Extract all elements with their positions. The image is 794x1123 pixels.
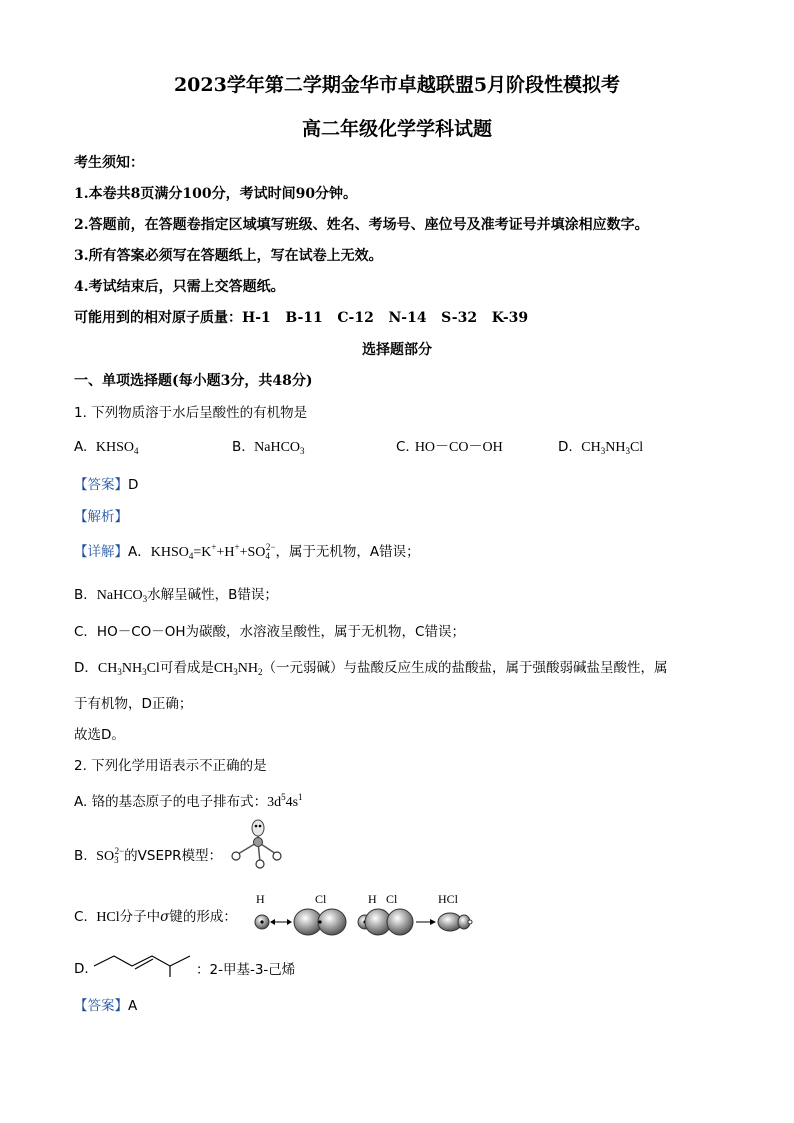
detail-prefix: D． <box>74 660 98 676</box>
notice-item: 1.本卷共8页满分100分，考试时间90分钟。 <box>74 186 358 202</box>
detail-suffix: 水解呈碱性，B错误； <box>147 587 278 603</box>
diagram-label-cl: Cl <box>315 892 327 906</box>
notice-heading: 考生须知： <box>74 155 144 171</box>
q1-detail-b <box>74 583 278 604</box>
sigma-symbol: σ <box>160 909 170 925</box>
q1-detail-d <box>74 656 668 677</box>
q2-stem: 2. 下列化学用语表示不正确的是 <box>74 758 267 774</box>
detail-suffix: ，属于无机物，A错误； <box>275 544 420 560</box>
q1-detail-a <box>74 540 420 561</box>
vsepr-model-image <box>224 818 288 870</box>
q2-option-a <box>74 790 303 811</box>
q1-conclusion: 故选D。 <box>74 727 125 743</box>
detail-prefix: B． <box>74 587 97 603</box>
equation-khso4: $KHSO_4=K^++H^++SO_4^{2-}$ <box>150 542 276 561</box>
notice-item: 2.答题前，在答题卷指定区域填写班级、姓名、考场号、座位号及准考证号并填涂相应数字。 <box>74 217 649 233</box>
formula-carbonic: HO－CO－OH <box>414 440 503 455</box>
electron-config: $3d^54s^1$ <box>267 792 303 810</box>
formula-ch3nh3cl: $CH_3NH_3Cl$ <box>97 661 160 677</box>
part-title: 选择题部分 <box>362 342 432 358</box>
q1-option-a <box>74 436 139 456</box>
q2-option-d-name: ：2-甲基-3-己烯 <box>196 962 296 978</box>
option-label: C. <box>396 439 410 455</box>
option-text: 的VSEPR模型： <box>124 848 222 864</box>
option-label: B. <box>74 848 88 864</box>
answer-tag: 【答案】 <box>74 477 128 493</box>
q2-option-c <box>74 905 237 926</box>
q2-option-b <box>74 844 222 865</box>
option-label: D. <box>558 439 573 455</box>
formula-ch3nh3cl: $CH_3NH_3Cl$ <box>577 440 644 456</box>
q1-detail-d-cont: 于有机物，D正确； <box>74 696 193 712</box>
q1-detail-c: C．HO－CO－OH为碳酸，水溶液呈酸性，属于无机物，C错误； <box>74 624 465 640</box>
detail-text: （一元弱碱）与盐酸反应生成的盐酸盐，属于强酸弱碱盐呈酸性，属 <box>262 660 668 676</box>
exam-subtitle: 高二年级化学学科试题 <box>301 118 492 140</box>
option-label: B. <box>232 439 246 455</box>
notice-item: 3.所有答案必须写在答题纸上，写在试卷上无效。 <box>74 248 383 264</box>
notice-item: 4.考试结束后，只需上交答题纸。 <box>74 279 285 295</box>
diagram-label-cl: Cl <box>386 892 398 906</box>
q1-answer <box>74 473 138 493</box>
skeletal-formula-image <box>92 948 198 978</box>
option-label: A. <box>74 439 88 455</box>
section-heading: 一、单项选择题(每小题3分，共48分) <box>74 373 313 389</box>
formula-ch3nh2: $CH_3NH_2$ <box>213 661 263 677</box>
answer-value: D <box>128 477 139 493</box>
answer-value: A <box>128 998 138 1014</box>
q1-option-b <box>232 436 305 456</box>
option-label: C. <box>74 909 88 925</box>
option-label: D. <box>74 961 89 977</box>
detail-tag: 【详解】 <box>74 544 128 560</box>
formula-so3-ion: $SO_3^{2-}$ <box>92 846 125 865</box>
q1-stem: 1. 下列物质溶于水后呈酸性的有机物是 <box>74 405 308 421</box>
sigma-bond-diagram <box>250 906 480 942</box>
formula-hcl: HCl <box>92 910 120 925</box>
answer-tag: 【答案】 <box>74 998 128 1014</box>
detail-text: 可看成是 <box>159 660 214 676</box>
formula-nahco3: NaHCO$_3$ <box>250 440 305 456</box>
diagram-label-h: H <box>256 892 265 906</box>
option-text: 键的形成： <box>169 909 237 925</box>
diagram-label-hcl: HCl <box>438 892 459 906</box>
formula-nahco3: NaHCO$_3$ <box>96 588 148 604</box>
option-text: A. 铬的基态原子的电子排布式： <box>74 794 268 810</box>
q2-answer <box>74 994 137 1014</box>
option-text: 分子中 <box>119 909 161 925</box>
q1-option-c <box>396 436 503 456</box>
q2-option-d <box>74 958 89 977</box>
q1-option-d <box>558 436 643 456</box>
formula-khso4: $KHSO_4$ <box>92 440 139 456</box>
analysis-tag: 【解析】 <box>74 509 128 525</box>
diagram-label-h: H <box>368 892 377 906</box>
atomic-masses: 可能用到的相对原子质量：H-1 B-11 C-12 N-14 S-32 K-39 <box>74 310 529 326</box>
detail-prefix: A． <box>128 544 151 560</box>
exam-title: 2023学年第二学期金华市卓越联盟5月阶段性模拟考 <box>173 74 621 96</box>
